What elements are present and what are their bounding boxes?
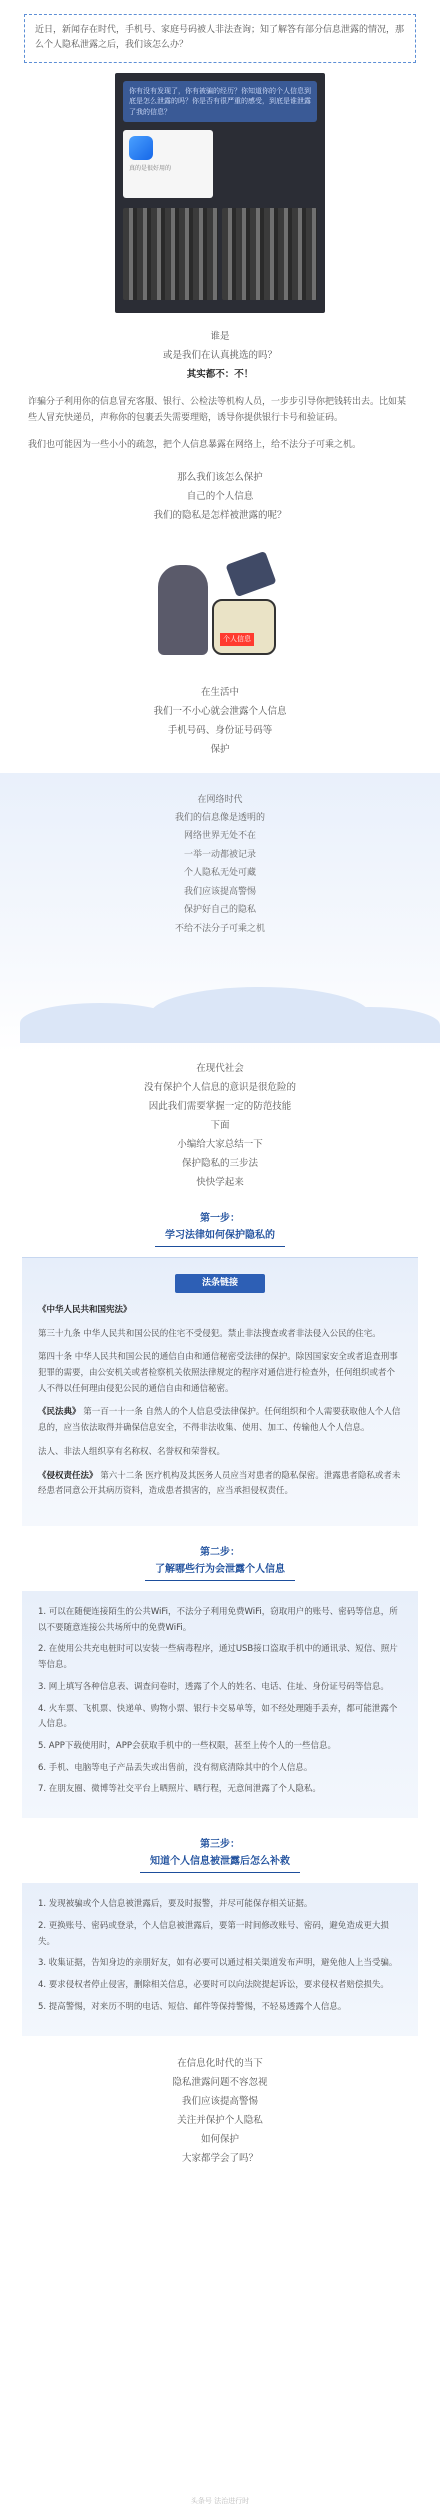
- poem-band: [0, 773, 440, 1053]
- app-icon: [129, 136, 153, 160]
- list-item: 4. 火车票、飞机票、快递单、购物小票、银行卡交易单等，如不经处理随手丢弃，都可能泄露个人信息。: [38, 1703, 398, 1730]
- photo-right: [222, 208, 317, 300]
- list-item: 5. APP下载使用时，APP会获取手机中的一些权限，甚至上传个人的一些信息。: [38, 1741, 336, 1752]
- law-constitution-name: [38, 1303, 402, 1319]
- poem-line: 在网络时代: [197, 794, 243, 805]
- ending-lines: [0, 2054, 440, 2168]
- thief-illustration: [140, 535, 300, 675]
- list-item: 6. 手机、电脑等电子产品丢失或出售前，没有彻底清除其中的个人信息。: [38, 1762, 313, 1773]
- after-poem-lines: [0, 1059, 440, 1192]
- step2-title: 了解哪些行为会泄露个人信息: [145, 1561, 295, 1581]
- step1-header: [0, 1210, 440, 1247]
- after-illust-line-2: 我们一不小心就会泄露个人信息: [153, 705, 287, 717]
- question-line-1: 那么我们该怎么保护: [177, 471, 263, 483]
- law-article-40: 第四十条 中华人民共和国公民的通信自由和通信秘密受法律的保护。除因国家安全或者追查刑事犯罪的需要，由公安机关或者检察机关依照法律规定的程序对通信进行检查外，任何组织或者个人不得以任何理由侵犯公民的通信自由和通信秘密。: [38, 1352, 398, 1394]
- list-item: 3. 网上填写各种信息表、调查问卷时，透露了个人的姓名、电话、住址、身份证号码等信息。: [38, 1681, 389, 1692]
- chat-card: [123, 130, 213, 198]
- law-civil-code-text: 第一百一十一条 自然人的个人信息受法律保护。任何组织和个人需要获取他人个人信息的，应当依法取得并确保信息安全，不得非法收集、使用、加工、传输他人个人信息。: [38, 1407, 401, 1434]
- poem-line: 网络世界无处不在: [183, 831, 256, 842]
- photo-row: [123, 208, 317, 300]
- after-poem-line-6: 保护隐私的三步法: [181, 1157, 258, 1169]
- ending-line: 大家都学会了吗？: [181, 2152, 258, 2164]
- step1-label: 第一步：: [200, 1212, 240, 1224]
- after-poem-line-5: 小编给大家总结一下: [177, 1138, 263, 1150]
- step3-title: 知道个人信息被泄露后怎么补救: [140, 1853, 300, 1873]
- step3-header: [0, 1836, 440, 1873]
- opening-line-2: 或是我们在认真挑选的吗？: [162, 349, 277, 361]
- opening-answer-prefix: 其实都不：: [186, 368, 235, 380]
- poem-line: 保护好自己的隐私: [183, 905, 256, 916]
- question-block: [0, 468, 440, 525]
- list-item: 1. 发现被骗或个人信息被泄露后，要及时报警，并尽可能保存相关证据。: [38, 1899, 313, 1910]
- step2-list: [22, 1591, 418, 1818]
- step2-label: 第二步：: [200, 1547, 240, 1558]
- law-civil-code-name: 《民法典》: [38, 1407, 81, 1418]
- paragraph-1: 诈骗分子利用你的信息冒充客服、银行、公检法等机构人员，一步步引导你把钱转出去。比如某些人冒充快递员，声称你的包裹丢失需要理赔，诱导你提供银行卡号和验证码。: [28, 396, 407, 424]
- photo-left: [123, 208, 218, 300]
- poem-line: 一举一动都被记录: [183, 849, 256, 860]
- law-box: [22, 1257, 418, 1526]
- list-item: 2. 更换账号、密码或登录，个人信息被泄露后，要第一时间修改账号、密码，避免造成更大损失。: [38, 1920, 389, 1947]
- after-poem-line-2: 没有保护个人信息的意识是很危险的: [143, 1081, 296, 1093]
- step2-header: [0, 1544, 440, 1581]
- step1-title: 学习法律如何保护隐私的: [155, 1227, 285, 1247]
- chat-screenshot-image: [115, 73, 325, 313]
- poem-line: 个人隐私无处可藏: [183, 868, 256, 879]
- mountain-decoration: [300, 1007, 440, 1043]
- after-illust-line-1: 在生活中: [200, 686, 239, 698]
- list-item: 3. 收集证据，告知身边的亲朋好友，如有必要可以通过相关渠道发布声明，避免他人上当受骗。: [38, 1958, 398, 1969]
- after-illust-line-3: 手机号码、身份证号码等: [167, 724, 273, 736]
- poem-line: 不给不法分子可乘之机: [174, 923, 265, 934]
- poem-line: 我们的信息像是透明的: [174, 812, 265, 823]
- list-item: 1. 可以在随便连接陌生的公共WiFi，不法分子利用免费WiFi，窃取用户的账号、密码等信息，所以不要随意连接公共场所中的免费WiFi。: [38, 1607, 398, 1633]
- step3-label: 第三步：: [200, 1839, 240, 1851]
- after-poem-line-4: 下面: [210, 1119, 230, 1131]
- poem-line: 我们应该提高警惕: [183, 886, 256, 897]
- after-poem-line-7: 快快学起来: [196, 1176, 244, 1188]
- thief-figure: [158, 565, 208, 655]
- footer-watermark: 头条号 法治进行时: [190, 2497, 250, 2506]
- after-illust-line-4: 保护: [210, 743, 230, 755]
- list-item: 5. 提高警惕，对来历不明的电话、短信、邮件等保持警惕，不轻易透露个人信息。: [38, 2001, 347, 2012]
- opening-answer-suffix: 不！: [234, 368, 254, 380]
- law-article-39: 第三十九条 中华人民共和国公民的住宅不受侵犯。禁止非法搜查或者非法侵入公民的住宅。: [38, 1328, 381, 1339]
- opening-lines: [0, 327, 440, 384]
- illustration-label: 个人信息: [220, 633, 254, 647]
- law-box-title: 法条链接: [175, 1274, 265, 1293]
- opening-answer: [0, 365, 440, 384]
- list-item: 7. 在朋友圈、微博等社交平台上晒照片、晒行程，无意间泄露了个人隐私。: [38, 1784, 321, 1795]
- ending-line: 在信息化时代的当下: [177, 2057, 263, 2069]
- data-tag-icon: [225, 550, 276, 596]
- after-poem-line-3: 因此我们需要掌握一定的防范技能: [148, 1100, 292, 1112]
- ending-line: 隐私泄露问题不容忽视: [172, 2076, 268, 2088]
- paragraph-2: 我们也可能因为一些小小的疏忽，把个人信息暴露在网络上，给不法分子可乘之机。: [28, 439, 362, 450]
- after-illustration-lines: [0, 683, 440, 759]
- chat-card-caption: 真的是很好用的: [129, 165, 172, 173]
- chat-bubble: 你有没有发现了，你有被骗的经历？你知道你的个人信息到底是怎么泄露的吗？你是否有很严重的感受，到底是谁泄露了我的信息？: [123, 81, 317, 123]
- ending-line: 如何保护: [200, 2133, 239, 2145]
- question-line-2: 自己的个人信息: [186, 490, 254, 502]
- ending-line: 关注并保护个人隐私: [177, 2114, 263, 2126]
- step3-list: [22, 1883, 418, 2035]
- law-tort-text: 第六十二条 医疗机构及其医务人员应当对患者的隐私保密。泄露患者隐私或者未经患者同意公开其病历资料，造成患者损害的，应当承担侵权责任。: [38, 1470, 401, 1497]
- opening-line-1: 谁是: [210, 330, 230, 342]
- list-item: 4. 要求侵权者停止侵害，删除相关信息，必要时可以向法院提起诉讼，要求侵权者赔偿损失。: [38, 1980, 389, 1991]
- intro-box: [24, 14, 416, 63]
- law-tort: [38, 1469, 402, 1500]
- law-tort-name: 《侵权责任法》: [38, 1470, 98, 1481]
- law-civil-code-2: 法人、非法人组织享有名称权、名誉权和荣誉权。: [38, 1446, 226, 1457]
- law-constitution-name-text: 《中华人民共和国宪法》: [38, 1304, 132, 1315]
- intro-text: 近日，新闻存在时代，手机号、家庭号码被人非法查询；知了解答有部分信息泄露的情况，那么个人隐私泄露之后，我们该怎么办？: [35, 25, 405, 51]
- list-item: 2. 在使用公共充电桩时可以安装一些病毒程序，通过USB接口盗取手机中的通讯录、短信、照片等信息。: [38, 1644, 398, 1671]
- ending-line: 我们应该提高警惕: [181, 2095, 258, 2107]
- after-poem-line-1: 在现代社会: [196, 1062, 244, 1074]
- law-civil-code: [38, 1405, 402, 1436]
- question-line-3: 我们的隐私是怎样被泄露的呢？: [153, 509, 287, 521]
